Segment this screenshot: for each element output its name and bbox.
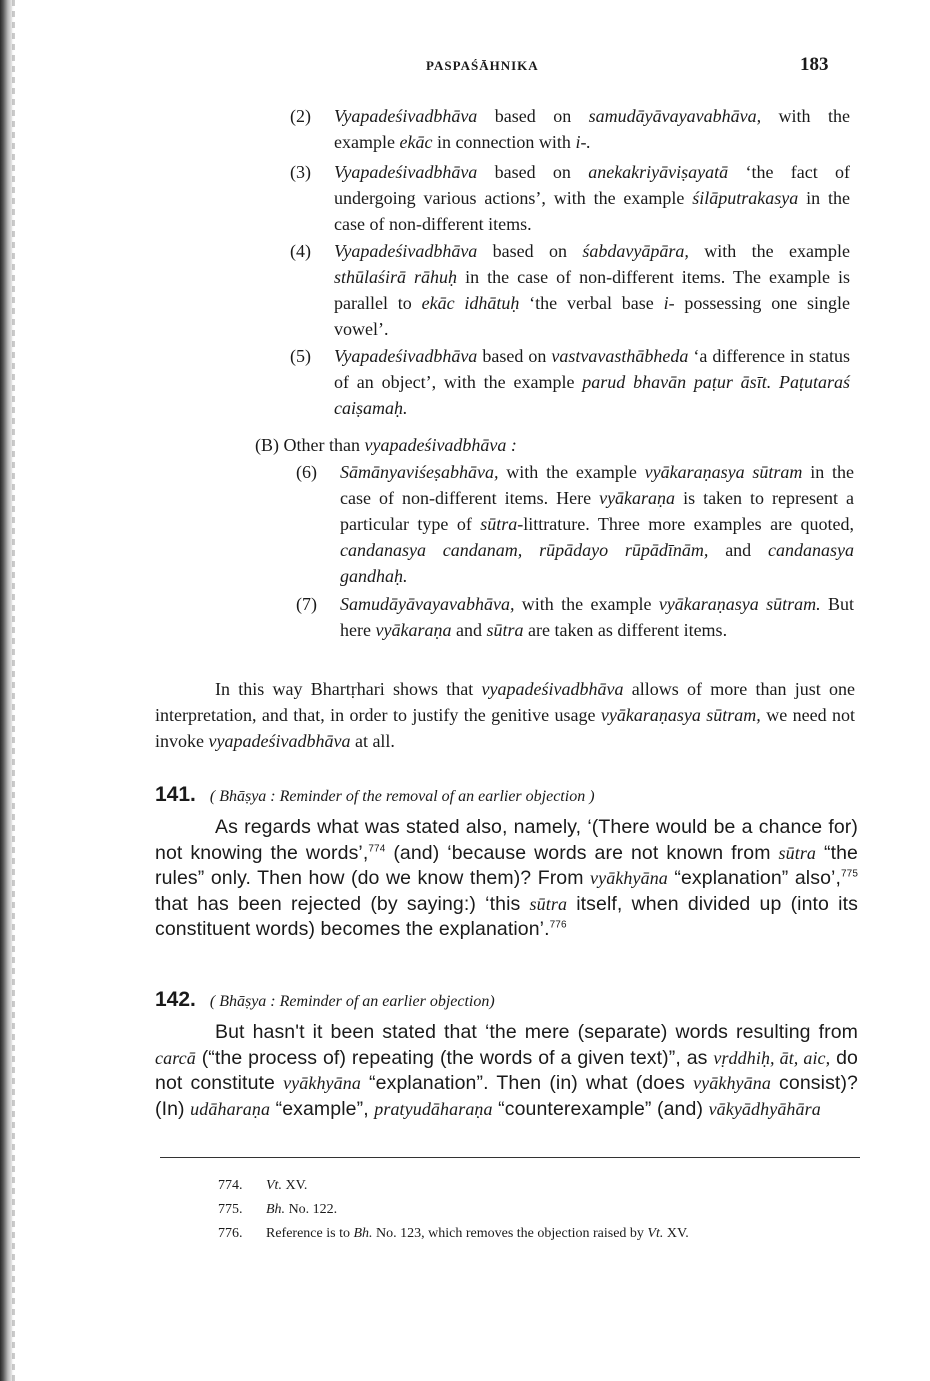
list-item (296, 591, 854, 643)
text-run: and (708, 540, 768, 560)
italic-term: Bh. (266, 1202, 286, 1217)
text-run: (“the process of) repeating (the words of a given text)”, as (195, 1046, 714, 1069)
italic-term: sūtra (529, 893, 568, 914)
text-run: and (451, 620, 487, 640)
footnote-rule (160, 1157, 860, 1158)
italic-term: vyapadeśivadbhāva (208, 731, 351, 751)
text-run: in the case of non-different items. Here (340, 462, 854, 508)
footnote-text (266, 1202, 337, 1217)
text-run: based on (477, 162, 589, 182)
text-run: -littrature. Three more examples are quoted, (517, 514, 854, 534)
section-b-heading (255, 432, 517, 458)
text-run: “example”, (270, 1097, 375, 1120)
italic-term: śilāputrakasya (692, 188, 799, 208)
item-number: (2) (290, 106, 311, 126)
footnote-ref: 776 (549, 919, 567, 931)
italic-term: sūtra (480, 514, 518, 534)
italic-term: vyākaraṇasya sūtram. (658, 594, 821, 614)
italic-term: anekakriyāviṣayatā (588, 162, 729, 182)
text-run: But hasn't it been stated that ‘the mere (separate) words resulting from (215, 1021, 858, 1043)
italic-term: udāharaṇa (190, 1098, 271, 1119)
italic-term: ekāc (399, 132, 433, 152)
page-number: 183 (800, 54, 829, 75)
text-run: “the rules” only. Then how (do we know them)? From (155, 841, 858, 889)
italic-term: Vt. (266, 1178, 282, 1193)
italic-term: i- (663, 293, 675, 313)
text-run: No. 123, which removes the objection raised by (372, 1226, 648, 1241)
section-number: 141. (155, 783, 196, 806)
italic-term: carcā (155, 1047, 196, 1068)
italic-term: pratyudāharaṇa (374, 1098, 493, 1119)
conclusion-paragraph (155, 676, 855, 754)
italic-term: vastvavasthābheda (551, 346, 689, 366)
text-run: No. 122. (285, 1202, 338, 1217)
section-b-label: (B) Other than (255, 435, 360, 455)
footnote (218, 1200, 337, 1220)
text-run: based on (477, 346, 552, 366)
scan-edge-marks (12, 0, 15, 1381)
list-item (290, 343, 850, 421)
italic-term: vyākaraṇa (599, 488, 676, 508)
text-run: consist)? (In) (155, 1072, 858, 1120)
text-run: (and) ‘because words are not known from (385, 841, 779, 864)
list-item (290, 159, 850, 237)
italic-term: samudāyāvayavabhāva, (588, 106, 762, 126)
text-run: In this way Bhartṛhari shows that (215, 679, 482, 699)
text-run: As regards what was stated also, namely, ‘(There would be a chance for) not knowing the words’, (155, 816, 858, 864)
text-run: based on (477, 241, 583, 261)
text-run: ‘the verbal base (519, 293, 664, 313)
footnote-number: 775. (218, 1202, 243, 1217)
footnote-ref: 775 (841, 868, 858, 880)
text-run: that has been rejected (by saying:) ‘this (155, 892, 530, 915)
text-run: itself, when divided up (into its constituent words) becomes the explanation’. (155, 892, 858, 940)
section-number: 142. (155, 988, 196, 1011)
section-141-heading (155, 783, 595, 807)
italic-term: vākyādhyāhāra (708, 1098, 821, 1119)
italic-term: Bh. (353, 1226, 373, 1241)
italic-term: ekāc idhātuḥ (421, 293, 520, 313)
italic-term: vyākaraṇasya sūtram, (600, 705, 761, 725)
text-run: in the case of non-different items. (334, 188, 850, 234)
footnote-text (266, 1178, 307, 1193)
text-run: is taken to represent a particular type of (340, 488, 854, 534)
text-run: “explanation”. Then (in) what (does (360, 1072, 694, 1094)
text-run: ‘the fact of undergoing various actions’, with the example (334, 162, 851, 208)
italic-term: śabdavyāpāra, (582, 241, 689, 261)
text-run: “explanation” also’, (667, 867, 841, 889)
item-text (340, 591, 854, 643)
italic-term: i-. (575, 132, 591, 152)
italic-term: sthūlaśirā rāhuḥ (334, 267, 458, 287)
italic-term: sūtra (486, 620, 524, 640)
item-number: (4) (290, 241, 311, 261)
italic-term: Vyapadeśivadbhāva (334, 106, 478, 126)
text-run: allows of more than just one interpretation, and that, in order to justify the genitive usage (155, 679, 855, 725)
italic-term: Vyapadeśivadbhāva (334, 346, 478, 366)
section-title: ( Bhāṣya : Reminder of an earlier objection) (209, 993, 495, 1010)
text-run: are taken as different items. (523, 620, 728, 640)
text-run: with the example (514, 594, 659, 614)
italic-term: vyākaraṇasya sūtram (644, 462, 803, 482)
text-run: But here (340, 594, 854, 640)
italic-term: Vt. (647, 1226, 664, 1241)
italic-term: parud bhavān paṭur āsīt. Paṭutaraś caiṣamaḥ. (334, 372, 851, 418)
italic-term: vyākaraṇa (375, 620, 452, 640)
list-item (296, 459, 854, 589)
text-run: based on (477, 106, 589, 126)
footnote (218, 1224, 689, 1244)
item-text (334, 343, 850, 421)
italic-term: Samudāyāvayavabhāva, (340, 594, 515, 614)
italic-term: Vyapadeśivadbhāva (334, 241, 478, 261)
footnote-number: 776. (218, 1226, 243, 1241)
list-item (290, 238, 850, 342)
text-run: at all. (350, 731, 395, 751)
italic-term: vyapadeśivadbhāva (481, 679, 624, 699)
footnote-number: 774. (218, 1178, 243, 1193)
text-run: XV. (281, 1178, 308, 1193)
text-run: in connection with (432, 132, 576, 152)
item-text (334, 238, 850, 342)
running-head: PASPAŚĀHNIKA (426, 58, 539, 73)
text-run: “counterexample” (and) (492, 1097, 709, 1120)
text-run: with the example (498, 462, 645, 482)
italic-term: vyākhyāna (283, 1073, 361, 1093)
section-142-heading (155, 988, 495, 1012)
section-142-body (155, 1020, 858, 1122)
section-141-body (155, 815, 858, 943)
text-run: ‘a difference in status of an object’, with the example (334, 346, 851, 392)
list-item (290, 103, 850, 155)
item-number: (6) (296, 462, 317, 482)
text-run: XV. (663, 1226, 689, 1241)
item-number: (7) (296, 594, 317, 614)
item-text (340, 459, 854, 589)
text-run: we need not invoke (155, 705, 855, 751)
text-run: with the example (334, 106, 851, 152)
italic-term: Sāmānyaviśeṣabhāva, (340, 462, 499, 482)
item-text (334, 159, 850, 237)
footnote (218, 1176, 307, 1196)
text-run: with the example (688, 241, 851, 261)
text-run: do not constitute (155, 1046, 858, 1094)
italic-term: candanasya candanam, rūpādayo rūpādīnām, (340, 540, 709, 560)
italic-term: vyākhyāna (693, 1073, 771, 1093)
italic-term: sūtra (778, 842, 817, 863)
footnote-ref: 774 (368, 843, 386, 854)
item-number: (3) (290, 162, 311, 182)
italic-term: vṛddhiḥ, āt, aic, (713, 1047, 831, 1068)
footnote-text (266, 1226, 689, 1241)
item-number: (5) (290, 346, 311, 366)
section-b-term: vyapadeśivadbhāva : (364, 435, 517, 455)
italic-term: vyākhyāna (590, 868, 668, 888)
text-run: in the case of non-different items. The example is parallel to (334, 267, 850, 313)
text-run: Reference is to (266, 1226, 354, 1241)
italic-term: Vyapadeśivadbhāva (334, 162, 478, 182)
italic-term: candanasya gandhaḥ. (340, 540, 854, 586)
item-text (334, 103, 850, 155)
text-run: possessing one single vowel’. (334, 293, 850, 339)
section-title: ( Bhāṣya : Reminder of the removal of an earlier objection ) (209, 788, 595, 805)
